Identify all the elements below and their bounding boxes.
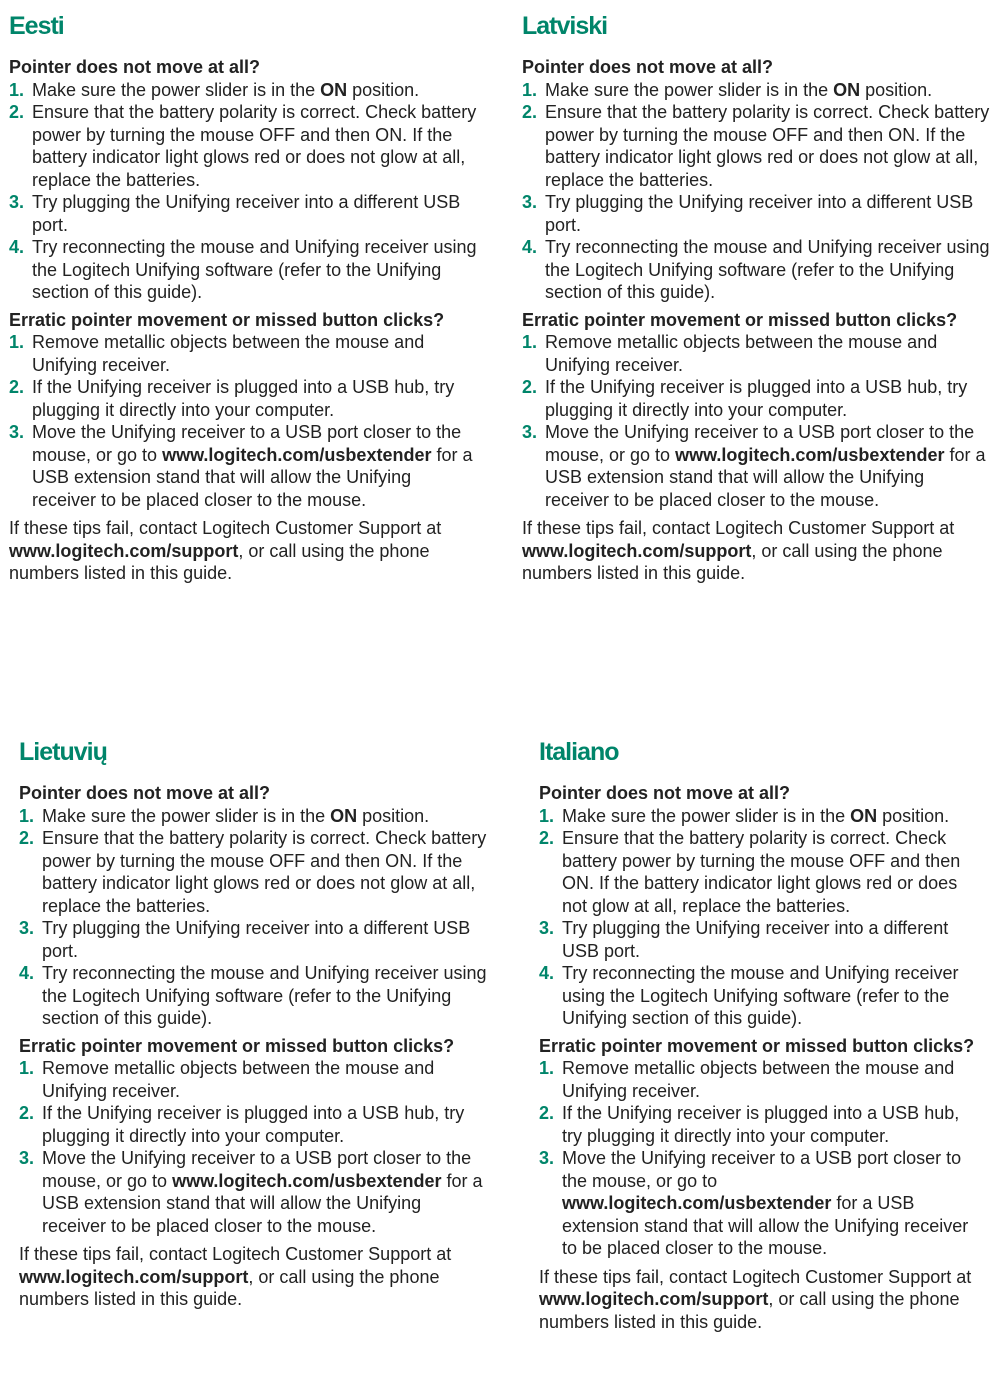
list-item [19, 917, 489, 962]
step-text [32, 421, 479, 511]
text-span: Try reconnecting the mouse and Unifying receiver using the Logitech Unifying software (refer to the Unifying section of this guide). [545, 237, 990, 302]
step-number: 1. [19, 805, 35, 826]
text-span: Try reconnecting the mouse and Unifying receiver using the Logitech Unifying software (refer to the Unifying section of this guide). [32, 237, 477, 302]
step-text [545, 79, 990, 102]
list-item [19, 1057, 489, 1102]
step-text [32, 236, 479, 304]
list-item [539, 805, 984, 828]
pointer-heading: Pointer does not move at all? [9, 57, 261, 77]
list-item [9, 79, 479, 102]
support-footer [539, 1266, 984, 1334]
text-span: Move the Unifying receiver to a USB port closer to the mouse, or go to [32, 422, 462, 465]
step-text [562, 1057, 984, 1102]
erratic-steps-list [522, 331, 990, 511]
pointer-heading: Pointer does not move at all? [522, 57, 774, 77]
text-span: Try plugging the Unifying receiver into a different USB port. [42, 918, 471, 961]
step-number: 4. [19, 963, 35, 983]
erratic-steps-list [9, 331, 479, 511]
pointer-steps-list [9, 79, 479, 304]
step-number: 1. [539, 805, 555, 826]
list-item [522, 101, 990, 191]
step-text [42, 962, 489, 1030]
step-number: 1. [522, 332, 538, 352]
text-span: Try reconnecting the mouse and Unifying receiver using the Logitech Unifying software (refer to the Unifying section of this guide). [42, 963, 487, 1028]
step-text [42, 1147, 489, 1237]
emphasis-text: www.logitech.com/usbextender [562, 1193, 832, 1213]
step-text [545, 376, 990, 421]
text-span: Remove metallic objects between the mouse and Unifying receiver. [545, 332, 938, 375]
step-number: 2. [522, 102, 538, 122]
text-span: Try plugging the Unifying receiver into a different USB port. [545, 192, 974, 235]
text-span: Remove metallic objects between the mouse and Unifying receiver. [42, 1058, 435, 1101]
text-span: Ensure that the battery polarity is correct. Check battery power by turning the mouse OFF and then ON. If the battery indicator light glows red or does not glow at all, replace the batteries. [545, 102, 990, 190]
text-span: Ensure that the battery polarity is correct. Check battery power by turning the mouse OFF and then ON. If the battery indicator light glows red or does not glow at all, replace the batteries. [42, 828, 487, 916]
support-footer [9, 517, 479, 585]
step-number: 1. [522, 79, 538, 100]
list-item [9, 191, 479, 236]
step-text [42, 1102, 489, 1147]
list-item [539, 1057, 984, 1102]
step-number: 1. [19, 1058, 35, 1078]
step-number: 3. [522, 422, 538, 442]
language-title: Eesti [9, 12, 64, 40]
section-latviski [522, 10, 990, 585]
text-span: , or call using the phone numbers listed in this guide. [19, 1266, 440, 1309]
step-text [562, 805, 984, 828]
step-text [545, 191, 990, 236]
language-title: Italiano [539, 738, 619, 766]
text-span: Ensure that the battery polarity is correct. Check battery power by turning the mouse OFF and then ON. If the battery indicator light glows red or does not glow at all, replace the batteries. [32, 102, 477, 190]
emphasis-text: www.logitech.com/support [19, 1266, 249, 1287]
step-number: 3. [539, 1148, 555, 1168]
emphasis-text: www.logitech.com/usbextender [162, 444, 432, 465]
list-item [539, 1147, 984, 1260]
list-item [539, 962, 984, 1030]
erratic-heading: Erratic pointer movement or missed button clicks? [9, 309, 445, 330]
emphasis-text: ON [850, 805, 878, 826]
erratic-heading: Erratic pointer movement or missed button clicks? [539, 1035, 975, 1056]
list-item [522, 236, 990, 304]
list-item [522, 191, 990, 236]
step-text [545, 331, 990, 376]
step-number: 2. [19, 1103, 35, 1123]
step-number: 4. [539, 963, 555, 983]
step-text [545, 421, 990, 511]
step-number: 2. [522, 377, 538, 397]
list-item [19, 962, 489, 1030]
text-span: position. [877, 805, 950, 826]
text-span: , or call using the phone numbers listed in this guide. [522, 540, 943, 583]
pointer-heading: Pointer does not move at all? [539, 783, 791, 803]
step-number: 2. [9, 102, 25, 122]
list-item [9, 101, 479, 191]
text-span: Move the Unifying receiver to a USB port closer to the mouse, or go to [562, 1148, 962, 1191]
list-item [19, 1102, 489, 1147]
step-number: 3. [539, 918, 555, 938]
text-span: Try plugging the Unifying receiver into a different USB port. [32, 192, 461, 235]
step-number: 1. [539, 1058, 555, 1078]
step-text [42, 917, 489, 962]
erratic-steps-list [19, 1057, 489, 1237]
pointer-steps-list [539, 805, 984, 1030]
step-number: 3. [9, 422, 25, 442]
text-span: Try reconnecting the mouse and Unifying receiver using the Logitech Unifying software (refer to the Unifying section of this guide). [562, 963, 959, 1028]
language-title: Lietuvių [19, 738, 107, 766]
step-number: 1. [9, 332, 25, 352]
list-item [9, 236, 479, 304]
list-item [539, 917, 984, 962]
text-span: Move the Unifying receiver to a USB port closer to the mouse, or go to [42, 1148, 472, 1191]
section-italiano [539, 736, 984, 1333]
text-span: Remove metallic objects between the mouse and Unifying receiver. [562, 1058, 955, 1101]
step-text [32, 191, 479, 236]
list-item [19, 1147, 489, 1237]
language-title: Latviski [522, 12, 608, 40]
text-span: If these tips fail, contact Logitech Customer Support at [19, 1244, 452, 1264]
list-item [522, 421, 990, 511]
support-footer [19, 1243, 489, 1311]
step-text [562, 827, 984, 917]
step-text [42, 805, 489, 828]
emphasis-text: ON [833, 79, 861, 100]
step-text [32, 79, 479, 102]
step-text [32, 376, 479, 421]
list-item [9, 376, 479, 421]
step-text [32, 331, 479, 376]
emphasis-text: ON [320, 79, 348, 100]
text-span: If these tips fail, contact Logitech Customer Support at [9, 518, 442, 538]
text-span: position. [357, 805, 430, 826]
step-text [32, 101, 479, 191]
step-number: 4. [522, 237, 538, 257]
pointer-steps-list [522, 79, 990, 304]
support-footer [522, 517, 990, 585]
emphasis-text: www.logitech.com/support [539, 1289, 769, 1309]
erratic-steps-list [539, 1057, 984, 1260]
text-span: Move the Unifying receiver to a USB port closer to the mouse, or go to [545, 422, 975, 465]
step-number: 3. [19, 1148, 35, 1168]
step-number: 2. [9, 377, 25, 397]
step-number: 2. [19, 828, 35, 848]
step-text [42, 827, 489, 917]
text-span: If the Unifying receiver is plugged into a USB hub, try plugging it directly into your computer. [545, 377, 968, 420]
erratic-heading: Erratic pointer movement or missed button clicks? [19, 1035, 455, 1056]
pointer-heading: Pointer does not move at all? [19, 783, 271, 803]
step-text [545, 236, 990, 304]
text-span: , or call using the phone numbers listed in this guide. [9, 540, 430, 583]
erratic-heading: Erratic pointer movement or missed button clicks? [522, 309, 958, 330]
step-number: 3. [19, 918, 35, 938]
list-item [522, 79, 990, 102]
step-number: 4. [9, 237, 25, 257]
section-eesti [9, 10, 479, 585]
list-item [19, 827, 489, 917]
step-number: 1. [9, 79, 25, 100]
text-span: If the Unifying receiver is plugged into a USB hub, try plugging it directly into your computer. [562, 1103, 960, 1146]
text-span: Remove metallic objects between the mouse and Unifying receiver. [32, 332, 425, 375]
text-span: Ensure that the battery polarity is correct. Check battery power by turning the mouse OFF and then ON. If the battery indicator light glows red or does not glow at all, replace the batteries. [562, 828, 961, 916]
text-span: , or call using the phone numbers listed in this guide. [539, 1289, 960, 1332]
list-item [522, 331, 990, 376]
step-text [42, 1057, 489, 1102]
text-span: If these tips fail, contact Logitech Customer Support at [539, 1266, 972, 1287]
text-span: Make sure the power slider is in the [32, 79, 321, 100]
text-span: for a USB extension stand that will allow the Unifying receiver to be placed closer to the mouse. [545, 444, 986, 510]
emphasis-text: www.logitech.com/usbextender [675, 444, 945, 465]
text-span: If these tips fail, contact Logitech Customer Support at [522, 518, 955, 538]
step-text [562, 917, 984, 962]
list-item [539, 1102, 984, 1147]
list-item [522, 376, 990, 421]
step-number: 3. [9, 192, 25, 212]
section-lietuviu [19, 736, 489, 1311]
text-span: Make sure the power slider is in the [562, 805, 851, 826]
text-span: for a USB extension stand that will allow the Unifying receiver to be placed closer to the mouse. [562, 1193, 969, 1258]
text-span: Try plugging the Unifying receiver into a different USB port. [562, 918, 949, 961]
step-number: 3. [522, 192, 538, 212]
text-span: for a USB extension stand that will allow the Unifying receiver to be placed closer to the mouse. [32, 444, 473, 510]
list-item [9, 421, 479, 511]
emphasis-text: ON [330, 805, 358, 826]
list-item [19, 805, 489, 828]
step-text [562, 962, 984, 1030]
text-span: Make sure the power slider is in the [42, 805, 331, 826]
step-number: 2. [539, 828, 555, 848]
step-text [562, 1102, 984, 1147]
pointer-steps-list [19, 805, 489, 1030]
text-span: If the Unifying receiver is plugged into a USB hub, try plugging it directly into your computer. [42, 1103, 465, 1146]
emphasis-text: www.logitech.com/support [9, 540, 239, 561]
step-number: 2. [539, 1103, 555, 1123]
emphasis-text: www.logitech.com/support [522, 540, 752, 561]
text-span: position. [347, 79, 420, 100]
list-item [9, 331, 479, 376]
text-span: Make sure the power slider is in the [545, 79, 834, 100]
step-text [562, 1147, 984, 1260]
emphasis-text: www.logitech.com/usbextender [172, 1170, 442, 1191]
text-span: If the Unifying receiver is plugged into a USB hub, try plugging it directly into your computer. [32, 377, 455, 420]
text-span: for a USB extension stand that will allow the Unifying receiver to be placed closer to the mouse. [42, 1170, 483, 1236]
text-span: position. [860, 79, 933, 100]
list-item [539, 827, 984, 917]
step-text [545, 101, 990, 191]
